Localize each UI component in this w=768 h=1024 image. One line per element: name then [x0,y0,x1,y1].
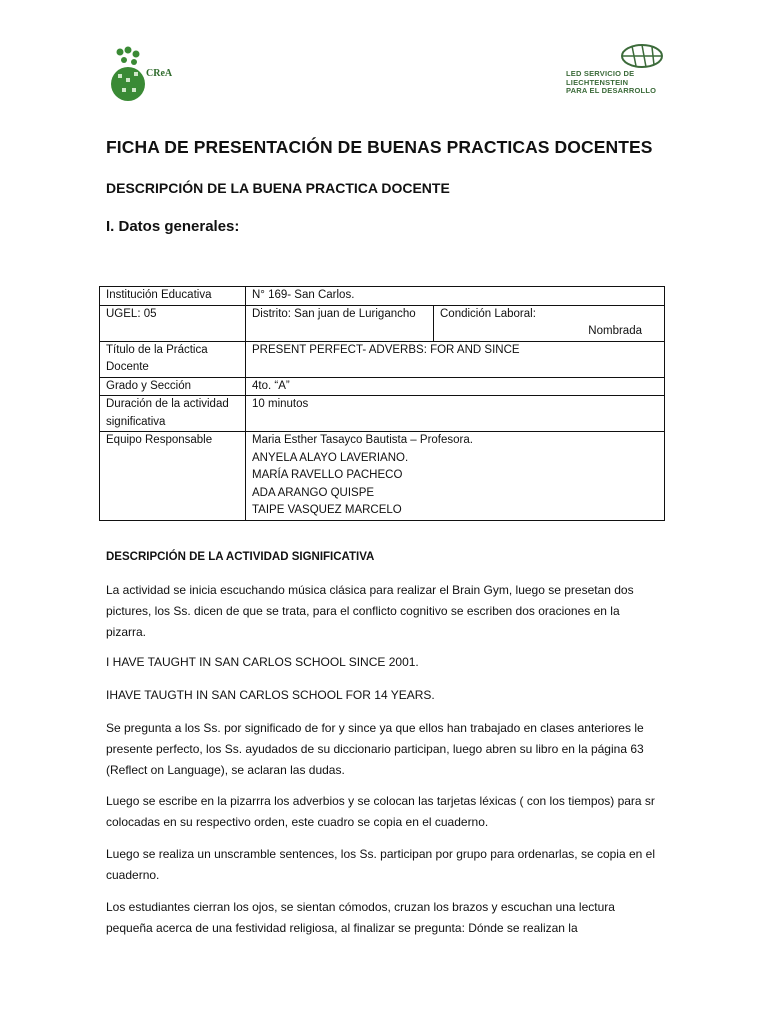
liechtenstein-logo-text [566,70,656,96]
table-label: UGEL: 05 [100,305,246,341]
team-member: MARÍA RAVELLO PACHECO [252,469,403,481]
logo-line: LED SERVICIO DE [566,69,635,78]
table-label: Institución Educativa [100,287,246,306]
example-sentence: I HAVE TAUGHT IN SAN CARLOS SCHOOL SINCE 2001. [106,655,419,669]
section-heading: I. Datos generales: [106,218,240,235]
team-members [246,432,665,521]
table-value: Nombrada [588,325,642,337]
paragraph: Los estudiantes cierran los ojos, se sientan cómodos, cruzan los brazos y escuchan una lectura pequeña acerca de una festividad religiosa, al finalizar se pregunta: Dónde se realizan la [106,900,615,935]
team-member: ANYELA ALAYO LAVERIANO. [252,451,409,464]
table-label: Grado y Sección [100,377,246,396]
table-row [100,396,665,432]
table-cell-condicion [434,305,665,341]
table-row [100,377,665,396]
team-member: TAIPE VASQUEZ MARCELO [252,504,402,516]
liechtenstein-logo [560,44,670,102]
paragraph: Luego se realiza un unscramble sentences, los Ss. participan por grupo para ordenarlas, se copia en el cuaderno. [106,847,655,882]
table-value: N° 169- San Carlos. [246,287,665,306]
crea-logo-text: CReA [146,68,173,79]
crea-logo [106,44,186,102]
team-member: Maria Esther Tasayco Bautista – Profesora. [252,434,473,446]
logo-line: LIECHTENSTEIN [566,77,629,87]
globe-icon [560,44,670,70]
paragraph: Luego se escribe en la pizarrra los adverbios y se colocan las tarjetas léxicas ( con los tiempos) para sr colocadas en su respectivo orden, este cuadro se copia en el cuaderno. [106,794,655,829]
table-label: Duración de la actividad significativa [100,396,246,432]
table-row [100,287,665,306]
table-value: 10 minutos [246,396,665,432]
table-value: Distrito: San juan de Lurigancho [246,305,434,341]
table-value: PRESENT PERFECT- ADVERBS: FOR AND SINCE [246,341,665,377]
paragraph: La actividad se inicia escuchando música clásica para realizar el Brain Gym, luego se presetan dos pictures, los Ss. dicen de que se trata, para el conflicto cognitivo se escriben dos oraciones en la pizarra. [106,583,634,639]
logo-line: PARA EL DESARROLLO [566,86,657,95]
document-title: FICHA DE PRESENTACIÓN DE BUENAS PRACTICAS DOCENTES [106,137,653,157]
activity-heading: DESCRIPCIÓN DE LA ACTIVIDAD SIGNIFICATIVA [106,551,375,563]
team-member: ADA ARANGO QUISPE [252,486,375,499]
document-subtitle: DESCRIPCIÓN DE LA BUENA PRACTICA DOCENTE [106,180,450,196]
table-row [100,305,665,341]
table-label: Equipo Responsable [100,432,246,521]
table-label: Título de la Práctica Docente [100,341,246,377]
table-label: Condición Laboral: [440,307,536,320]
table-row [100,341,665,377]
table-value: 4to. “A” [246,377,665,396]
paragraph: Se pregunta a los Ss. por significado de for y since ya que ellos han trabajado en clases anteriores le presente perfecto, los Ss. ayudados de su diccionario participan, luego abren su libro en la página 63 (Reflect on Language), se aclaran las dudas. [106,721,644,777]
table-row [100,432,665,521]
general-data-table [99,286,665,521]
example-sentence: IHAVE TAUGTH IN SAN CARLOS SCHOOL FOR 14 YEARS. [106,688,435,702]
